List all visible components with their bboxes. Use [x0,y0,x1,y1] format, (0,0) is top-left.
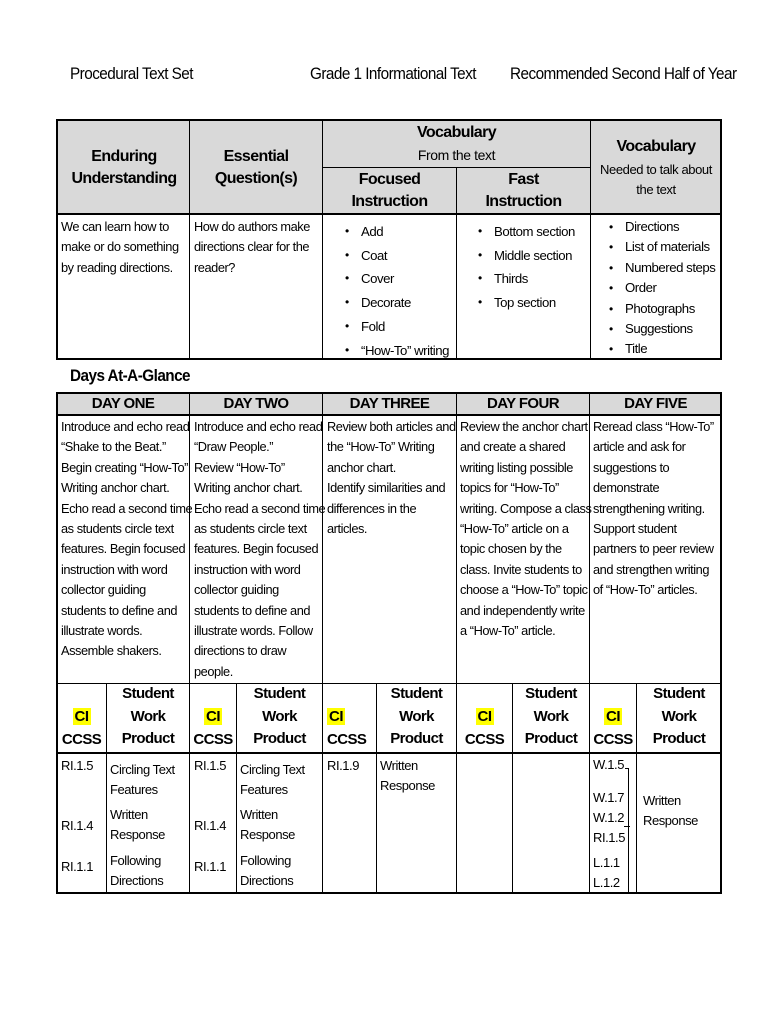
work-product: Written Response [110,807,165,842]
work-product: Written Response [643,793,698,828]
student-work-product-heading: Student Work Product [253,685,306,747]
work-product: Circling Text Features [240,762,305,797]
list-item: • Numbered steps [609,258,715,278]
ci-ccss-heading: CI CCSS [593,708,633,748]
focused-word-list [345,220,449,362]
work-product: Written Response [380,758,435,793]
day-three-activities: Review both articles and the “How-To” Writing anchor chart. Identify similarities and differences in the articles. [327,419,456,537]
header-grade: Grade 1 Informational Text [310,64,476,83]
vocabulary-from-text-heading: Vocabulary [416,124,497,141]
ccss-code: RI.1.5 [194,758,226,773]
list-item: • Suggestions [609,319,715,339]
list-item: • Add [345,220,449,244]
overview-header-divider [57,213,721,215]
work-product: Written Response [240,807,295,842]
ccss-code: RI.1.1 [61,859,93,874]
day-five-activities: Reread class “How-To” article and ask for suggestions to demonstrate strengthening writing. Support student partners to peer review and strengthen writing of “How-To” articles. [593,419,714,598]
list-item: • Directions [609,217,715,237]
ccss-code: W.1.5 [593,757,624,772]
vocabulary-talk-sub: Needed to talk about the text [600,162,712,197]
list-item: • Thirds [478,267,575,291]
header-recommended: Recommended Second Half of Year [510,64,737,83]
glance-standards-divider [57,752,721,754]
days-at-a-glance-title: Days At-A-Glance [70,366,191,385]
day-four-activities: Review the anchor chart and create a shared writing listing possible topics for “How-To” writing. Compose a class “How-To” article on a topic chosen by the class. Invite students to choose a “How-To” topic and independently write a “How-To” article. [460,419,592,639]
list-item: • Title [609,339,715,359]
bracket-line [625,768,629,894]
list-item: • “How-To” writing [345,339,449,363]
list-item: • Top section [478,291,575,315]
vocabulary-talk-heading: Vocabulary [616,138,696,155]
ccss-code: L.1.1 [593,855,620,870]
ci-ccss-heading: CI CCSS [61,708,102,748]
ccss-code: RI.1.4 [194,818,226,833]
day-three-heading: DAY THREE [349,395,430,412]
ci-ccss-heading: CI CCSS [327,708,367,748]
student-work-product-heading: Student Work Product [524,685,578,747]
ccss-code: RI.1.5 [593,830,625,845]
overview-col-divider [189,120,190,359]
list-item: • List of materials [609,237,715,257]
day-one-heading: DAY ONE [91,395,155,412]
focused-instruction-heading: Focused Instruction [351,171,428,210]
fast-word-list [478,220,575,315]
ccss-code: W.1.7 [593,790,624,805]
student-work-product-heading: Student Work Product [121,685,175,747]
work-product: Circling Text Features [110,762,175,797]
list-item: • Fold [345,315,449,339]
talk-word-list [609,217,715,360]
header-set-title: Procedural Text Set [70,64,193,83]
fast-instruction-heading: Fast Instruction [485,171,562,210]
glance-header-divider [57,414,721,416]
ccss-code: RI.1.1 [194,859,226,874]
bracket-line [624,826,630,827]
vocabulary-from-text-sub: From the text [417,147,496,163]
day-col-divider [456,393,457,893]
ccss-code: RI.1.9 [327,758,359,773]
enduring-understanding-heading: Enduring Understanding [71,148,177,187]
list-item: • Cover [345,267,449,291]
day-two-heading: DAY TWO [223,395,289,412]
student-work-product-heading: Student Work Product [390,685,443,747]
overview-vocab-divider [322,167,590,168]
day-one-activities: Introduce and echo read “Shake to the Beat.” Begin creating “How-To” Writing anchor chart. Echo read a second time as students circle text features. Begin focused instruction with word collector guiding students to define and illustrate words. Assemble shakers. [61,419,193,659]
list-item: • Coat [345,244,449,268]
day-five-heading: DAY FIVE [624,395,687,412]
ccss-code: L.1.2 [593,875,620,890]
list-item: • Photographs [609,299,715,319]
list-item: • Order [609,278,715,298]
ci-ccss-heading: CI CCSS [193,708,233,748]
list-item: • Decorate [345,291,449,315]
day-two-activities: Introduce and echo read “Draw People.” Review “How-To” Writing anchor chart. Echo read a second time as students circle text features. Begin focused instruction with word collector guiding students to define and illustrate words. Follow directions to draw people. [194,419,326,679]
list-item: • Bottom section [478,220,575,244]
ci-ccss-heading: CI CCSS [464,708,505,748]
work-product: Following Directions [240,853,294,888]
ccss-code: RI.1.5 [61,758,93,773]
essential-question-text: How do authors make directions clear for the reader? [194,219,310,275]
ccss-code: W.1.2 [593,810,624,825]
student-work-product-heading: Student Work Product [652,685,706,747]
list-item: • Middle section [478,244,575,268]
essential-questions-heading: Essential Question(s) [214,148,298,187]
ccss-code: RI.1.4 [61,818,93,833]
work-product: Following Directions [110,853,164,888]
enduring-understanding-text: We can learn how to make or do something by reading directions. [61,219,179,275]
day-four-heading: DAY FOUR [487,395,559,412]
